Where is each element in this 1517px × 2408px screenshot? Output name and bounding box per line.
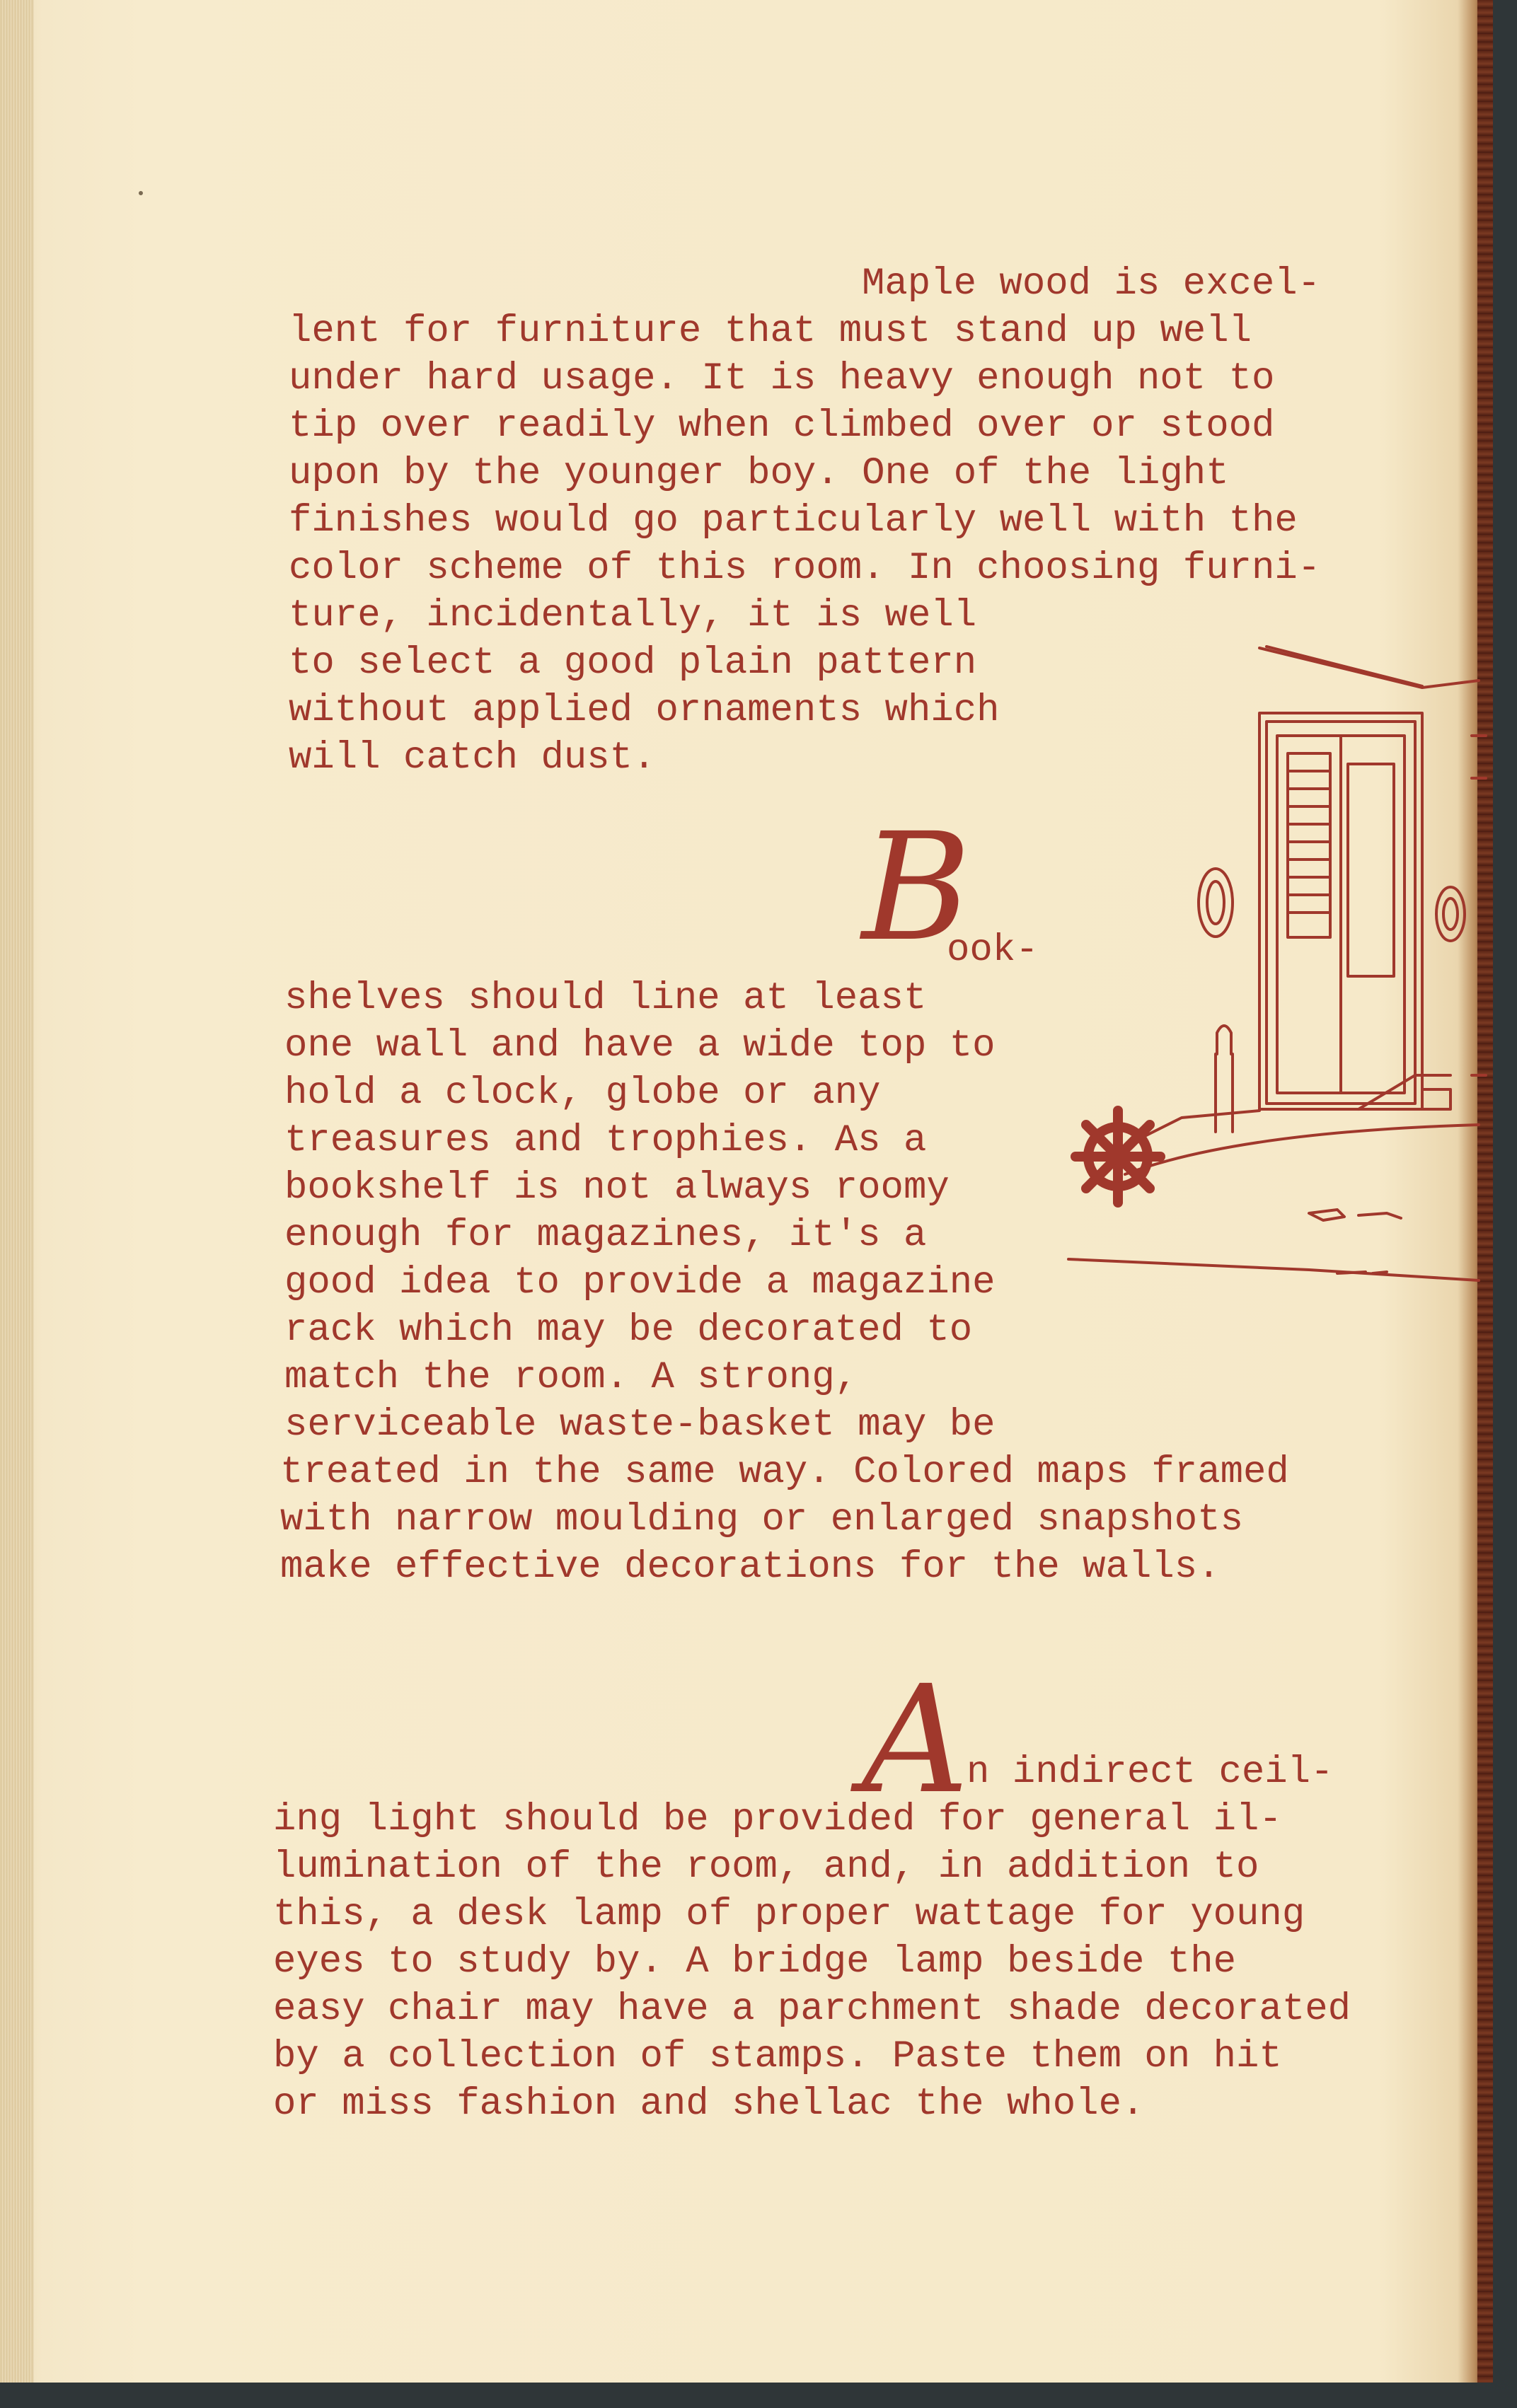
text-line: enough for magazines, it's a <box>284 1214 927 1257</box>
text-line: by a collection of stamps. Paste them on hit <box>273 2035 1282 2078</box>
page-edge <box>0 0 34 2383</box>
text-line: to select a good plain pattern <box>289 642 977 685</box>
text-line: color scheme of this room. In choosing furni- <box>289 547 1321 590</box>
text-line: upon by the younger boy. One of the light <box>289 452 1229 495</box>
text-line: n indirect ceil- <box>967 1751 1334 1794</box>
cabin-window-illustration <box>1054 637 1493 1330</box>
text-line: match the room. A strong, <box>284 1356 858 1399</box>
text-line: lumination of the room, and, in addition to <box>273 1846 1259 1889</box>
text-line: serviceable waste-basket may be <box>284 1403 996 1447</box>
text-line: tip over readily when climbed over or stood <box>289 405 1275 448</box>
text-line: easy chair may have a parchment shade decorated <box>273 1988 1351 2031</box>
text-line: Maple wood is excel- <box>862 262 1321 306</box>
text-line: treasures and trophies. As a <box>284 1119 927 1162</box>
text-line: will catch dust. <box>289 736 656 780</box>
text-line: good idea to provide a magazine <box>284 1261 996 1304</box>
drop-cap-b: B <box>862 801 971 974</box>
text-line: ture, incidentally, it is well <box>289 594 977 637</box>
page-speck <box>139 191 143 195</box>
text-line: with narrow moulding or enlarged snapshots <box>280 1498 1244 1541</box>
text-line: this, a desk lamp of proper wattage for young <box>273 1893 1305 1936</box>
text-line: rack which may be decorated to <box>284 1309 973 1352</box>
text-line: finishes would go particularly well with the <box>289 499 1298 543</box>
text-line: or miss fashion and shellac the whole. <box>273 2083 1145 2126</box>
text-line: treated in the same way. Colored maps framed <box>280 1451 1289 1494</box>
text-line: without applied ornaments which <box>289 689 1000 732</box>
text-line: hold a clock, globe or any <box>284 1072 881 1115</box>
text-line: bookshelf is not always roomy <box>284 1167 950 1210</box>
text-line: one wall and have a wide top to <box>284 1024 996 1067</box>
text-line: shelves should line at least <box>284 977 927 1020</box>
drop-cap-a: A <box>862 1653 969 1827</box>
text-line: make effective decorations for the walls. <box>280 1546 1221 1589</box>
text-line: ing light should be provided for general il- <box>273 1798 1282 1841</box>
text-line: ook- <box>947 929 1039 972</box>
text-line: eyes to study by. A bridge lamp beside the <box>273 1940 1237 1984</box>
text-line: lent for furniture that must stand up well <box>289 310 1252 353</box>
text-line: under hard usage. It is heavy enough not to <box>289 357 1275 400</box>
